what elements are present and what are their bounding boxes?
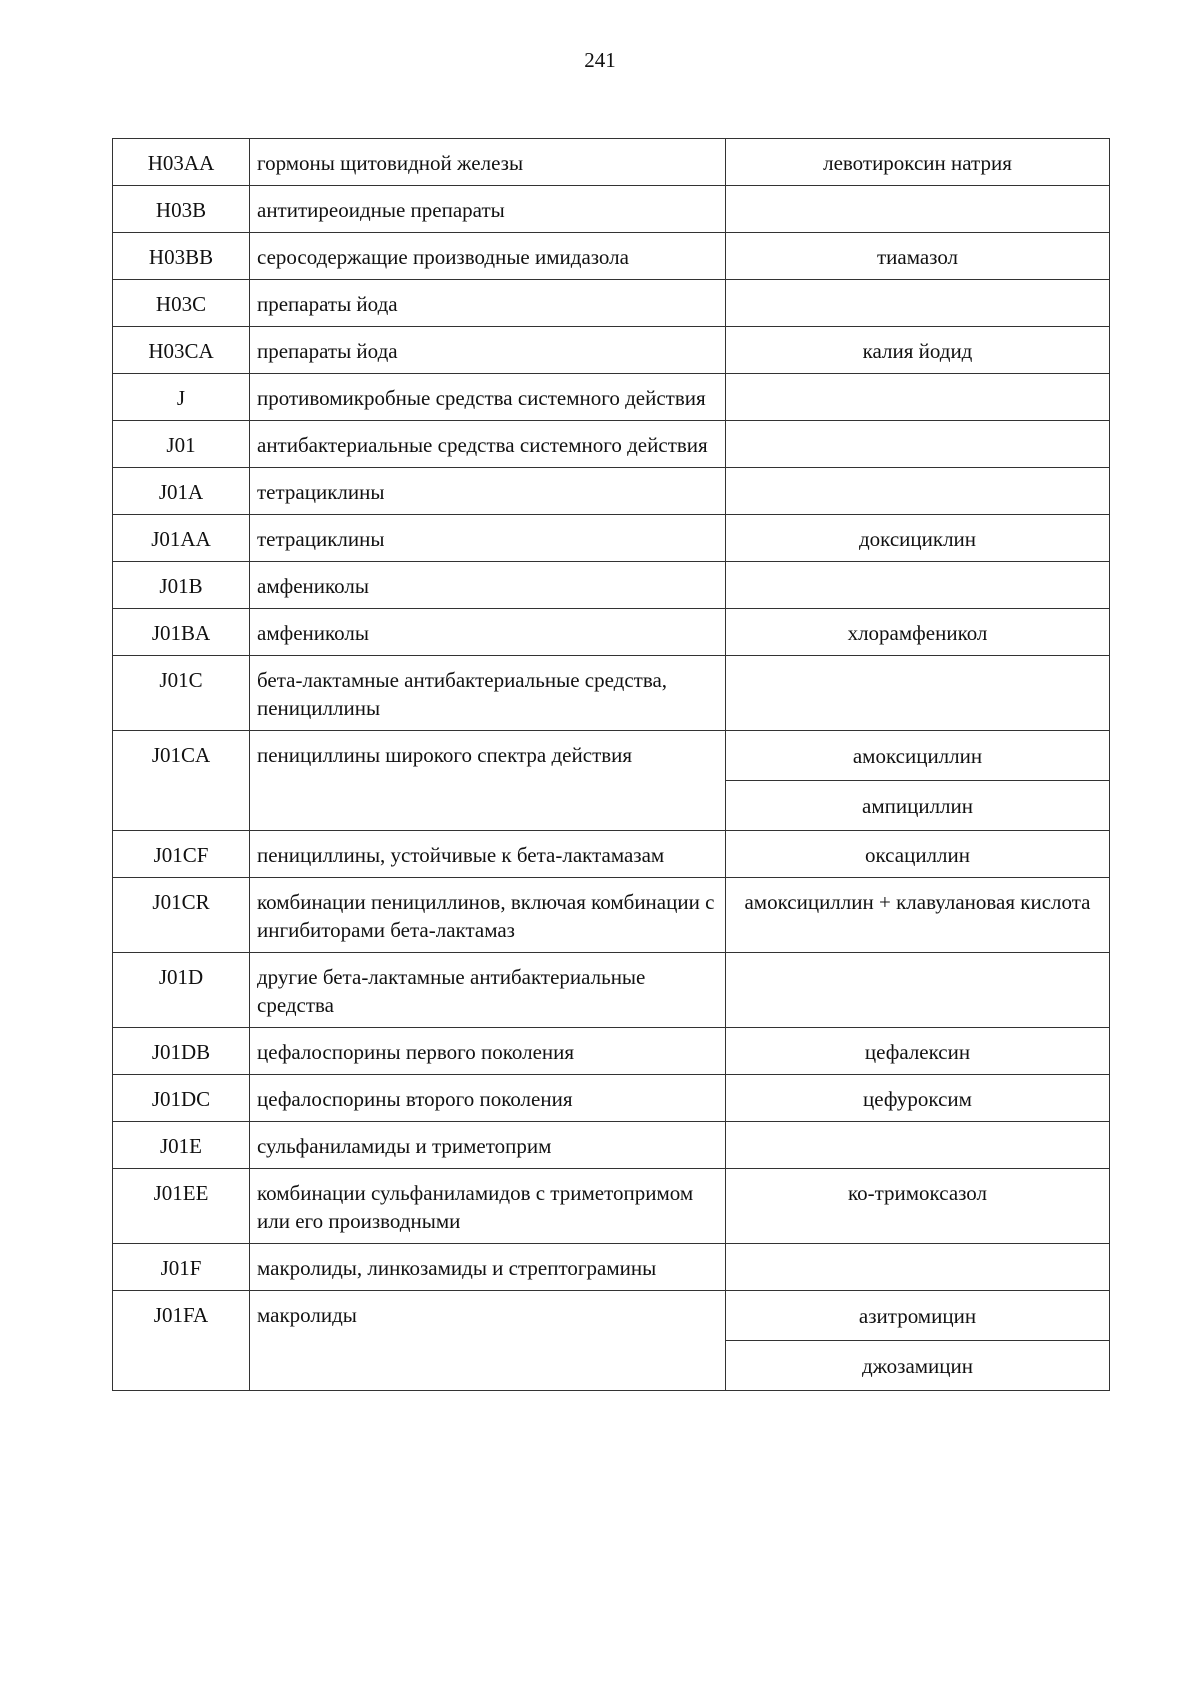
drug-name-cell: хлорамфеникол bbox=[726, 609, 1110, 656]
drug-name: ампициллин bbox=[862, 794, 973, 818]
table-row bbox=[113, 421, 1110, 468]
drug-name: азитромицин bbox=[726, 1291, 1109, 1341]
table-row bbox=[113, 1169, 1110, 1244]
pharmacological-group-cell: цефалоспорины второго поколения bbox=[250, 1075, 726, 1122]
pharmacological-group-cell: сульфаниламиды и триметоприм bbox=[250, 1122, 726, 1169]
pharmacological-group-cell: комбинации пенициллинов, включая комбинации с ингибиторами бета-лактамаз bbox=[250, 878, 726, 953]
table-row bbox=[113, 1028, 1110, 1075]
pharmacological-group-cell: антитиреоидные препараты bbox=[250, 186, 726, 233]
table-row bbox=[113, 1122, 1110, 1169]
drug-name-cell bbox=[726, 186, 1110, 233]
atc-code-cell: J01AA bbox=[113, 515, 250, 562]
drug-name-cell bbox=[726, 1122, 1110, 1169]
drug-name-cell: цефуроксим bbox=[726, 1075, 1110, 1122]
table-row bbox=[113, 280, 1110, 327]
page-number: 241 bbox=[584, 48, 616, 72]
pharmacological-group-cell: макролиды, линкозамиды и стрептограмины bbox=[250, 1244, 726, 1291]
pharmacological-group-cell: другие бета-лактамные антибактериальные средства bbox=[250, 953, 726, 1028]
pharmacological-group-cell: пенициллины широкого спектра действия bbox=[250, 731, 726, 831]
table-row bbox=[113, 562, 1110, 609]
drug-name-cell: цефалексин bbox=[726, 1028, 1110, 1075]
atc-code-cell: J01FA bbox=[113, 1291, 250, 1391]
atc-drug-table bbox=[112, 138, 1110, 1391]
drug-name-cell bbox=[726, 280, 1110, 327]
drug-name-cell bbox=[726, 656, 1110, 731]
atc-code-cell: H03CA bbox=[113, 327, 250, 374]
table-row bbox=[113, 186, 1110, 233]
drug-name-cell bbox=[726, 562, 1110, 609]
drug-name: джозамицин bbox=[861, 1354, 974, 1378]
table-row bbox=[113, 233, 1110, 280]
atc-code-cell: H03B bbox=[113, 186, 250, 233]
drug-list-cell bbox=[726, 731, 1110, 831]
pharmacological-group-cell: цефалоспорины первого поколения bbox=[250, 1028, 726, 1075]
atc-code-cell: J01CR bbox=[113, 878, 250, 953]
atc-code-cell: J01CA bbox=[113, 731, 250, 831]
atc-code-cell: J01B bbox=[113, 562, 250, 609]
drug-name-cell bbox=[726, 953, 1110, 1028]
drug-name-cell: калия йодид bbox=[726, 327, 1110, 374]
atc-code-cell: J01D bbox=[113, 953, 250, 1028]
pharmacological-group-cell: пенициллины, устойчивые к бета-лактамазам bbox=[250, 831, 726, 878]
table-row bbox=[113, 656, 1110, 731]
drug-list-cell bbox=[726, 1291, 1110, 1391]
drug-name-cell: амоксициллин + клавулановая кислота bbox=[726, 878, 1110, 953]
drug-name-cell: оксациллин bbox=[726, 831, 1110, 878]
atc-code-cell: H03C bbox=[113, 280, 250, 327]
table-row bbox=[113, 1075, 1110, 1122]
pharmacological-group-cell: препараты йода bbox=[250, 327, 726, 374]
atc-code-cell: J01EE bbox=[113, 1169, 250, 1244]
drug-name-cell: левотироксин натрия bbox=[726, 139, 1110, 186]
pharmacological-group-cell: бета-лактамные антибактериальные средства, пенициллины bbox=[250, 656, 726, 731]
pharmacological-group-cell: амфениколы bbox=[250, 609, 726, 656]
atc-code-cell: J bbox=[113, 374, 250, 421]
table-body bbox=[113, 139, 1110, 1391]
drug-name-cell bbox=[726, 1244, 1110, 1291]
table-row bbox=[113, 609, 1110, 656]
drug-name-cell bbox=[726, 374, 1110, 421]
pharmacological-group-cell: амфениколы bbox=[250, 562, 726, 609]
drug-name-cell bbox=[726, 468, 1110, 515]
table-row bbox=[113, 878, 1110, 953]
pharmacological-group-cell: макролиды bbox=[250, 1291, 726, 1391]
atc-code-cell: H03BB bbox=[113, 233, 250, 280]
atc-code-cell: J01E bbox=[113, 1122, 250, 1169]
table-row bbox=[113, 1291, 1110, 1391]
table-row bbox=[113, 468, 1110, 515]
table-row bbox=[113, 1244, 1110, 1291]
pharmacological-group-cell: комбинации сульфаниламидов с триметопримом или его производными bbox=[250, 1169, 726, 1244]
atc-code-cell: J01F bbox=[113, 1244, 250, 1291]
pharmacological-group-cell: серосодержащие производные имидазола bbox=[250, 233, 726, 280]
atc-code-cell: J01 bbox=[113, 421, 250, 468]
drug-name-cell: тиамазол bbox=[726, 233, 1110, 280]
table-row bbox=[113, 374, 1110, 421]
atc-code-cell: J01A bbox=[113, 468, 250, 515]
atc-code-cell: J01C bbox=[113, 656, 250, 731]
atc-code-cell: J01CF bbox=[113, 831, 250, 878]
drug-name-cell: ко-тримоксазол bbox=[726, 1169, 1110, 1244]
table-row bbox=[113, 139, 1110, 186]
pharmacological-group-cell: тетрациклины bbox=[250, 468, 726, 515]
pharmacological-group-cell: гормоны щитовидной железы bbox=[250, 139, 726, 186]
pharmacological-group-cell: тетрациклины bbox=[250, 515, 726, 562]
table-row bbox=[113, 831, 1110, 878]
table-row bbox=[113, 515, 1110, 562]
drug-name-cell bbox=[726, 421, 1110, 468]
pharmacological-group-cell: противомикробные средства системного действия bbox=[250, 374, 726, 421]
atc-code-cell: H03AA bbox=[113, 139, 250, 186]
drug-name-cell: доксициклин bbox=[726, 515, 1110, 562]
pharmacological-group-cell: антибактериальные средства системного действия bbox=[250, 421, 726, 468]
atc-code-cell: J01DC bbox=[113, 1075, 250, 1122]
atc-code-cell: J01DB bbox=[113, 1028, 250, 1075]
table-row bbox=[113, 731, 1110, 831]
atc-code-cell: J01BA bbox=[113, 609, 250, 656]
drug-name: амоксициллин bbox=[726, 731, 1109, 781]
table-row bbox=[113, 953, 1110, 1028]
pharmacological-group-cell: препараты йода bbox=[250, 280, 726, 327]
table-row bbox=[113, 327, 1110, 374]
